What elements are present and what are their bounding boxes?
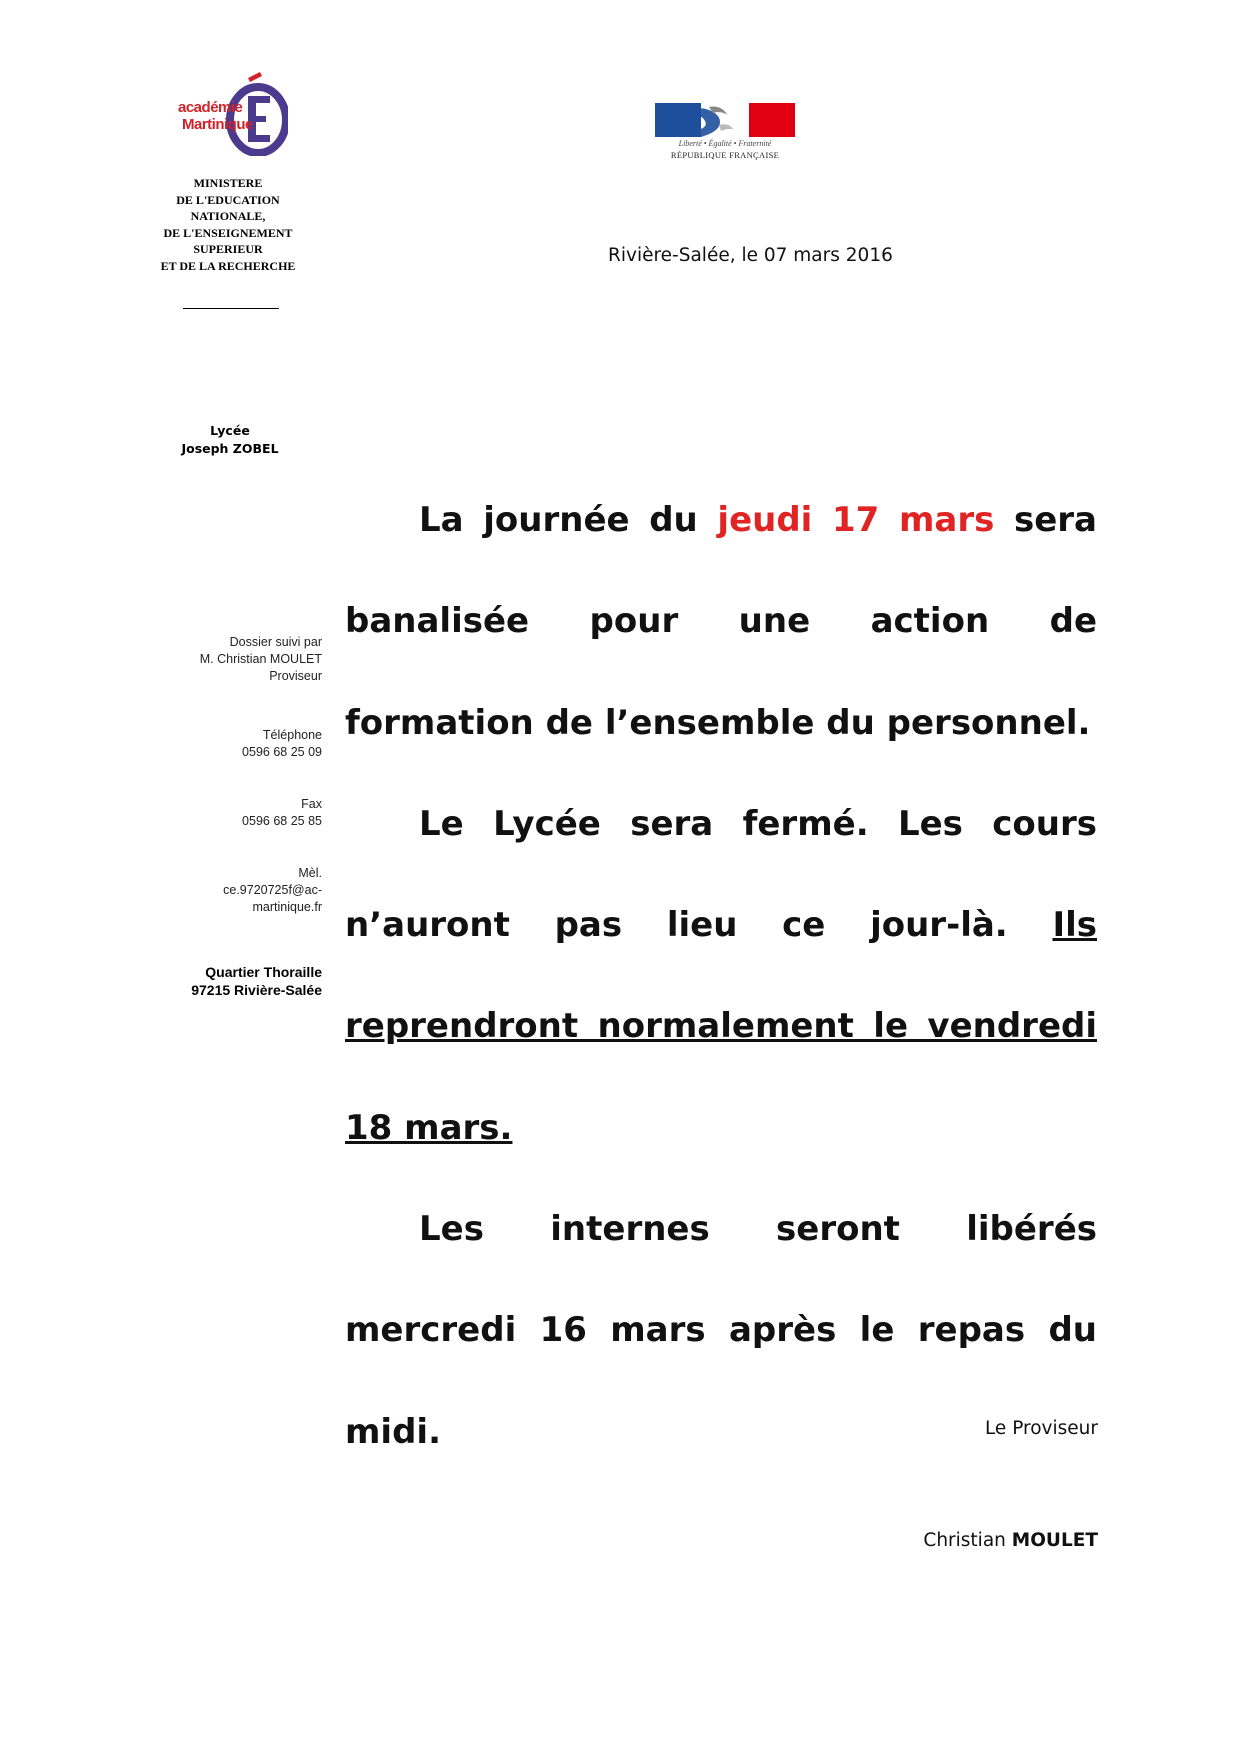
highlighted-date: jeudi 17 mars <box>717 500 995 540</box>
paragraph-1-end: sera banalisée pour une action de formation de l’ensemble du personnel. <box>345 500 1097 743</box>
email-contact: Mèl. ce.9720725f@ac- martinique.fr <box>223 866 322 914</box>
signature-title: Le Proviseur <box>984 1418 1098 1439</box>
resume-notice: Ils reprendront normalement le vendredi 18 mars. <box>345 905 1097 1148</box>
academie-martinique-logo <box>168 72 288 156</box>
academie-logo-line2: Martinique <box>182 116 253 133</box>
announcement-paragraph-3: Les internes seront libérés mercredi 16 mars après le repas du midi. <box>345 1209 1097 1452</box>
ministere-divider <box>183 308 279 309</box>
republique-name: RÉPUBLIQUE FRANÇAISE <box>670 150 780 160</box>
signature-last-name: MOULET <box>1011 1530 1098 1551</box>
republique-francaise-logo <box>655 103 795 165</box>
republique-motto: Liberté • Égalité • Fraternité <box>678 139 772 148</box>
marianne-logo-icon <box>655 103 795 139</box>
date-line: Rivière-Salée, le 07 mars 2016 <box>608 245 893 266</box>
dossier-contact: Dossier suivi par M. Christian MOULET Proviseur <box>199 635 322 683</box>
announcement-paragraph-1 <box>345 470 1097 774</box>
signature-first-name: Christian <box>923 1530 1012 1551</box>
ministere-heading: MINISTERE DE L'EDUCATION NATIONALE, DE L'ENSEIGNEMENT SUPERIEUR ET DE LA RECHERCHE <box>160 176 296 273</box>
fax-contact: Fax 0596 68 25 85 <box>242 797 322 828</box>
academie-logo-line1: académie <box>178 99 243 116</box>
lycee-name: Lycée Joseph ZOBEL <box>181 423 279 456</box>
paragraph-2-start: Le Lycée sera fermé. Les cours n’auront pas lieu ce jour-là. <box>345 803 1097 946</box>
telephone-contact: Téléphone 0596 68 25 09 <box>242 728 322 759</box>
paragraph-1-start: La journée du <box>419 500 718 540</box>
announcement-body <box>345 470 1097 1483</box>
postal-address: Quartier Thoraille 97215 Rivière-Salée <box>191 964 322 998</box>
announcement-paragraph-2 <box>345 774 1097 1179</box>
signature-name <box>923 1530 1098 1551</box>
